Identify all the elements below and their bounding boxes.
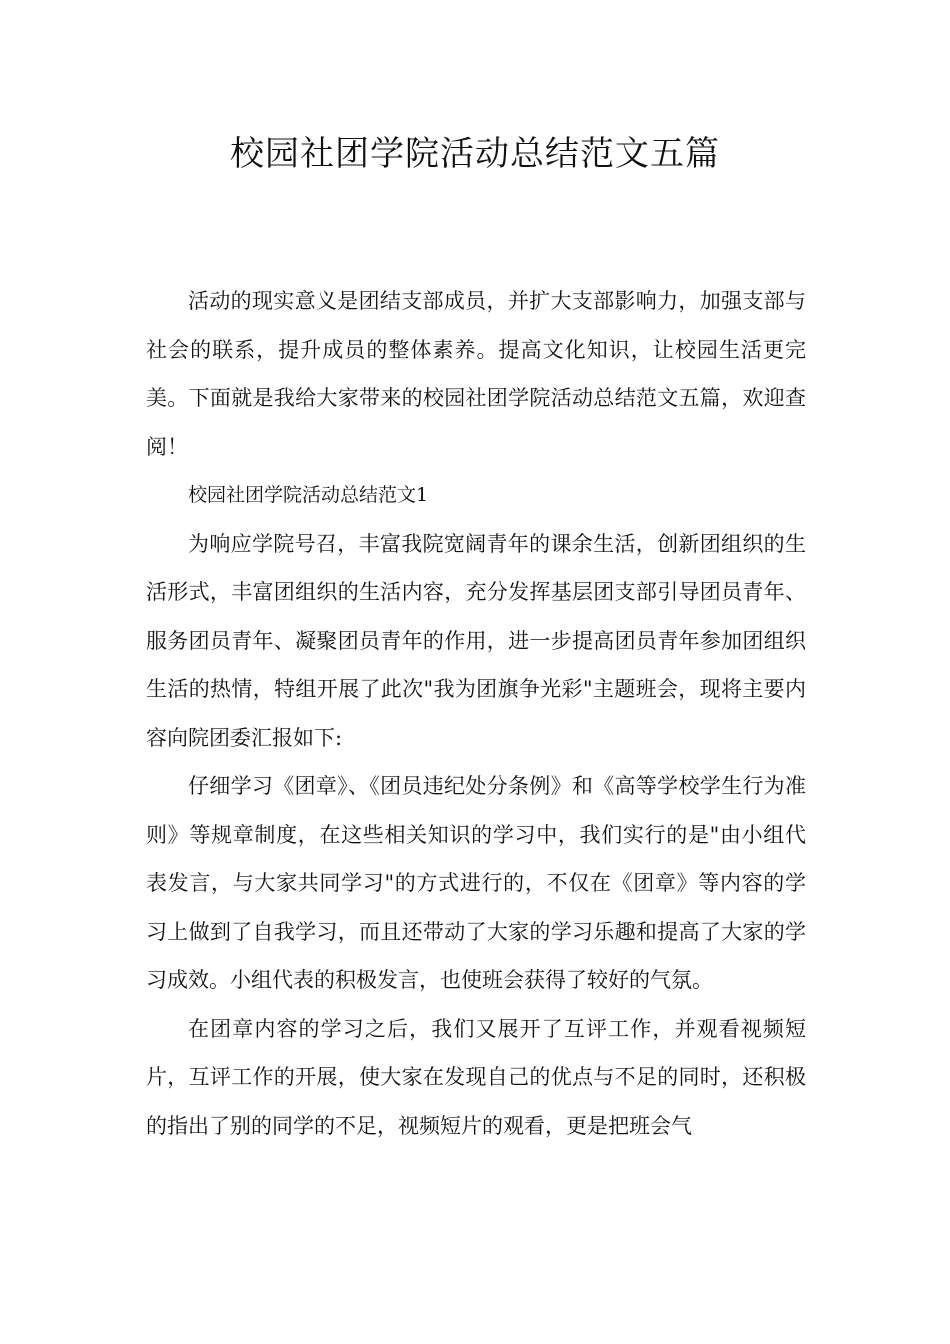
body-paragraph: 仔细学习《团章》、《团员违纪处分条例》和《高等学校学生行为准则》等规章制度，在这些相关知识的学习中，我们实行的是"由小组代表发言，与大家共同学习"的方式进行的，不仅在《团章》等内容的学习上做到了自我学习，而且还带动了大家的学习乐趣和提高了大家的学习成效。小组代表的积极发言，也使班会获得了较好的气氛。	[146, 774, 806, 992]
body-paragraph: 为响应学院号召，丰富我院宽阔青年的课余生活，创新团组织的生活形式，丰富团组织的生活内容，充分发挥基层团支部引导团员青年、服务团员青年、凝聚团员青年的作用，进一步提高团员青年参加团组织生活的热情，特组开展了此次"我为团旗争光彩"主题班会，现将主要内容向院团委汇报如下:	[146, 531, 806, 750]
document-body	[146, 277, 806, 1150]
document-title: 校园社团学院活动总结范文五篇	[230, 134, 720, 174]
section-heading: 校园社团学院活动总结范文1	[188, 484, 429, 506]
intro-paragraph: 活动的现实意义是团结支部成员，并扩大支部影响力，加强支部与社会的联系，提升成员的整体素养。提高文化知识，让校园生活更完美。下面就是我给大家带来的校园社团学院活动总结范文五篇，欢迎查阅！	[146, 289, 806, 459]
body-paragraph: 在团章内容的学习之后，我们又展开了互评工作，并观看视频短片，互评工作的开展，使大家在发现自己的优点与不足的同时，还积极的指出了别的同学的不足，视频短片的观看，更是把班会气	[146, 1016, 806, 1138]
